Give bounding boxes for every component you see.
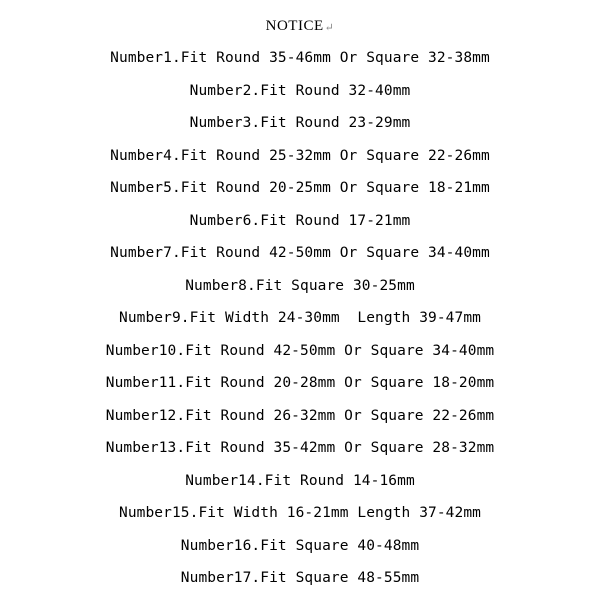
fit-line: Number12.Fit Round 26-32mm Or Square 22-26mm [105, 407, 495, 424]
fit-line: Number9.Fit Width 24-30mm Length 39-47mm [118, 310, 482, 326]
fit-line: Number16.Fit Square 40-48mm [180, 537, 420, 554]
fit-line: Number17.Fit Square 48-55mm [180, 570, 420, 586]
notice-title: NOTICE [265, 18, 324, 34]
fit-line: Number15.Fit Width 16-21mm Length 37-42mm [118, 505, 482, 521]
notice-heading [266, 14, 335, 38]
size-fit-list [0, 42, 600, 595]
fit-line: Number13.Fit Round 35-42mm Or Square 28-32mm [105, 440, 495, 456]
fit-line: Number1.Fit Round 35-46mm Or Square 32-38mm [110, 50, 490, 66]
fit-line: Number8.Fit Square 30-25mm [185, 277, 415, 294]
paragraph-return-icon: ↵ [324, 22, 335, 34]
fit-line: Number4.Fit Round 25-32mm Or Square 22-26mm [110, 147, 490, 164]
fit-line: Number3.Fit Round 23-29mm [189, 115, 411, 131]
fit-line: Number7.Fit Round 42-50mm Or Square 34-40mm [110, 245, 490, 261]
fit-line: Number5.Fit Round 20-25mm Or Square 18-21mm [110, 180, 490, 196]
fit-line: Number14.Fit Round 14-16mm [185, 472, 415, 489]
fit-line: Number2.Fit Round 32-40mm [189, 82, 411, 99]
fit-line: Number6.Fit Round 17-21mm [189, 212, 411, 229]
fit-line: Number10.Fit Round 42-50mm Or Square 34-40mm [105, 342, 495, 359]
fit-line: Number11.Fit Round 20-28mm Or Square 18-20mm [105, 375, 495, 391]
